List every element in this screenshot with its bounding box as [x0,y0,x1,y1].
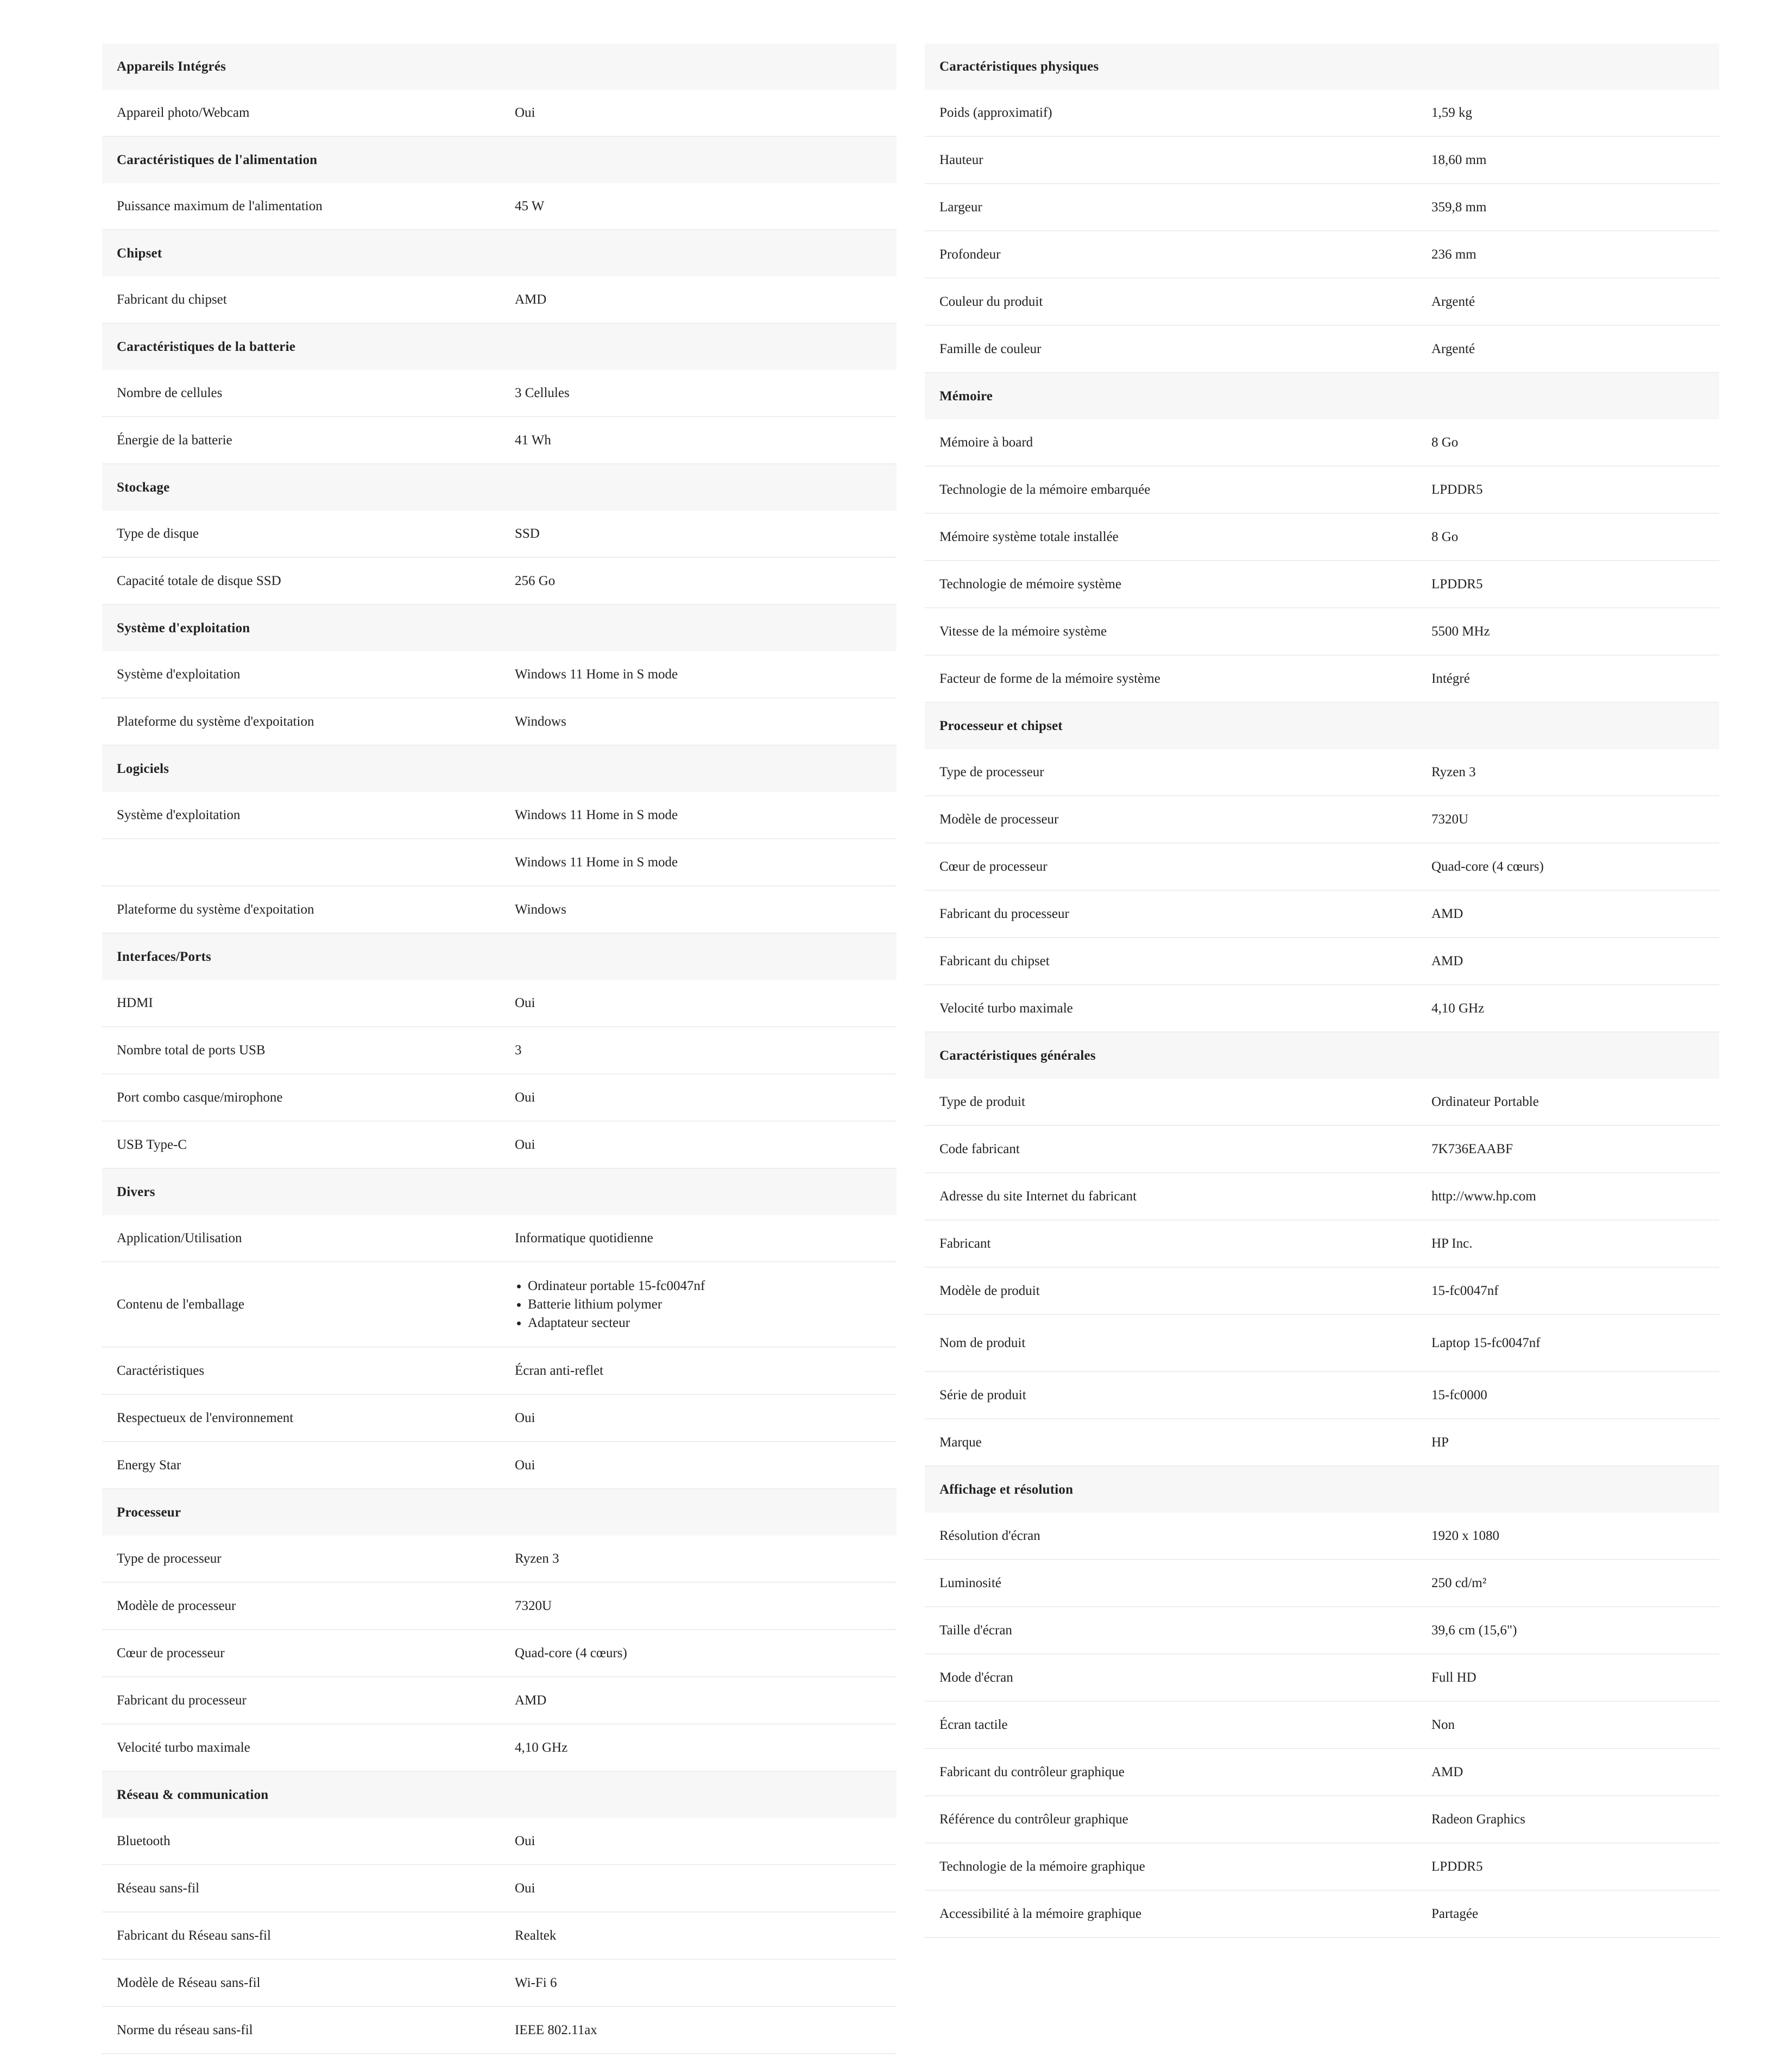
spec-row [925,938,1719,985]
spec-row [925,891,1719,938]
spec-row [925,279,1719,326]
spec-row [925,1079,1719,1126]
spec-row [102,1865,897,1912]
spec-label: Bluetooth [117,1833,171,1848]
spec-label: Velocité turbo maximale [939,1001,1073,1016]
spec-value [515,1277,897,1332]
section-header: Mémoire [925,373,1719,419]
spec-label: Nombre de cellules [117,385,223,400]
spec-section-caracteristiques-de-la-batterie [102,324,897,464]
spec-label: Port combo casque/mirophone [117,1090,283,1105]
spec-value: 256 Go [515,573,556,588]
spec-row [925,985,1719,1033]
spec-row [925,749,1719,796]
spec-row [925,796,1719,844]
spec-section-caracteristiques-generales [925,1033,1719,1467]
spec-label: Application/Utilisation [117,1230,242,1245]
spec-label: Puissance maximum de l'alimentation [117,198,323,213]
spec-label: Plateforme du système d'expoitation [117,714,314,729]
spec-row [102,792,897,839]
spec-value: Radeon Graphics [1431,1811,1525,1827]
section-header: Processeur [102,1489,897,1536]
spec-row [102,1122,897,1169]
spec-row [102,1262,897,1348]
spec-row [925,1315,1719,1372]
spec-row [925,1419,1719,1467]
spec-value: Oui [515,1090,535,1105]
spec-value: AMD [1431,953,1463,968]
spec-row [925,137,1719,184]
spec-row [102,370,897,417]
spec-row [102,1630,897,1677]
spec-label: Adresse du site Internet du fabricant [939,1188,1137,1204]
spec-label: Norme du réseau sans-fil [117,2022,253,2037]
spec-row [102,511,897,558]
spec-row [102,699,897,746]
spec-label: Énergie de la batterie [117,432,232,448]
spec-value: 41 Wh [515,432,551,448]
spec-row [925,1891,1719,1938]
spec-label: Modèle de Réseau sans-fil [117,1975,261,1990]
spec-section-systeme-d-exploitation [102,605,897,746]
spec-label: Résolution d'écran [939,1528,1040,1543]
spec-label: Modèle de processeur [117,1598,236,1613]
spec-value: HP Inc. [1431,1236,1473,1251]
spec-row [925,1702,1719,1749]
list-item: Batterie lithium polymer [528,1295,886,1314]
section-header: Caractéristiques générales [925,1033,1719,1079]
spec-value: Ordinateur Portable [1431,1094,1539,1109]
section-header: Caractéristiques physiques [925,43,1719,90]
spec-row [102,1395,897,1442]
spec-label: Luminosité [939,1575,1001,1590]
spec-label: Fabricant du contrôleur graphique [939,1764,1125,1779]
spec-section-chipset [102,230,897,324]
spec-value: 15-fc0000 [1431,1387,1487,1402]
spec-label: Profondeur [939,247,1001,262]
spec-row [925,1372,1719,1419]
spec-row [102,651,897,699]
spec-label: Hauteur [939,152,983,167]
spec-section-processeur [102,1489,897,1772]
section-header: Chipset [102,230,897,276]
spec-value: 8 Go [1431,435,1459,450]
spec-label: Fabricant du chipset [117,292,227,307]
spec-label: Système d'exploitation [117,666,241,682]
spec-label: USB Type-C [117,1137,187,1152]
spec-label: Accessibilité à la mémoire graphique [939,1906,1142,1921]
spec-value: LPDDR5 [1431,1859,1483,1874]
spec-label: Technologie de la mémoire embarquée [939,482,1151,497]
spec-row [925,184,1719,231]
spec-value: Full HD [1431,1670,1476,1685]
section-header: Logiciels [102,746,897,792]
spec-value: Non [1431,1717,1455,1732]
spec-label: Type de processeur [939,764,1044,779]
spec-value: AMD [515,1693,547,1708]
spec-value: Écran anti-reflet [515,1363,604,1378]
spec-value: 15-fc0047nf [1431,1283,1499,1298]
spec-row [102,1215,897,1262]
spec-row [102,980,897,1027]
spec-value: 45 W [515,198,545,213]
spec-value: http://www.hp.com [1431,1188,1536,1204]
spec-label: Technologie de la mémoire graphique [939,1859,1145,1874]
section-header: Stockage [102,464,897,511]
spec-section-memoire [925,373,1719,703]
spec-value: Laptop 15-fc0047nf [1431,1335,1541,1350]
spec-value: Argenté [1431,341,1475,356]
spec-column-right [925,43,1719,1938]
spec-row [925,1796,1719,1844]
section-header: Divers [102,1169,897,1215]
spec-section-logiciels [102,746,897,934]
spec-label: Référence du contrôleur graphique [939,1811,1128,1827]
section-header: Caractéristiques de l'alimentation [102,137,897,183]
spec-row [102,1536,897,1583]
spec-label: HDMI [117,995,153,1010]
spec-label: Code fabricant [939,1141,1020,1156]
spec-label: Vitesse de la mémoire système [939,624,1107,639]
spec-label: Nom de produit [939,1335,1026,1350]
spec-label: Réseau sans-fil [117,1880,200,1896]
spec-label: Capacité totale de disque SSD [117,573,281,588]
spec-row [102,1677,897,1725]
spec-row [925,561,1719,608]
spec-label: Velocité turbo maximale [117,1740,250,1755]
spec-row [925,608,1719,656]
spec-value: Argenté [1431,294,1475,309]
spec-section-processeur-et-chipset [925,703,1719,1033]
spec-label: Série de produit [939,1387,1026,1402]
spec-row [102,886,897,934]
spec-value: LPDDR5 [1431,576,1483,592]
spec-label: Caractéristiques [117,1363,205,1378]
spec-value: Intégré [1431,671,1470,686]
spec-row [925,231,1719,279]
spec-label: Mémoire à board [939,435,1033,450]
spec-value: 3 [515,1042,522,1058]
spec-label: Cœur de processeur [939,859,1048,874]
spec-value: 359,8 mm [1431,199,1487,215]
spec-column-left [102,43,897,2054]
spec-row [102,1442,897,1489]
spec-value: Windows 11 Home in S mode [515,807,678,822]
spec-label: Fabricant du processeur [117,1693,247,1708]
spec-label: Marque [939,1434,982,1450]
spec-value: AMD [1431,1764,1463,1779]
spec-row [102,1074,897,1122]
spec-section-stockage [102,464,897,605]
spec-value: 3 Cellules [515,385,570,400]
spec-row [925,90,1719,137]
spec-value: Wi-Fi 6 [515,1975,557,1990]
spec-label: Fabricant du chipset [939,953,1050,968]
spec-value: Oui [515,1880,535,1896]
spec-value: Oui [515,995,535,1010]
spec-label: Modèle de produit [939,1283,1040,1298]
spec-label: Famille de couleur [939,341,1042,356]
spec-value: 5500 MHz [1431,624,1490,639]
spec-row [925,1607,1719,1654]
spec-value: Oui [515,1833,535,1848]
spec-value: AMD [1431,906,1463,921]
spec-label: Facteur de forme de la mémoire système [939,671,1160,686]
section-header: Réseau & communication [102,1772,897,1818]
spec-value: Oui [515,1410,535,1425]
spec-row [925,1126,1719,1173]
spec-row [102,558,897,605]
spec-row [925,1220,1719,1268]
spec-row [925,467,1719,514]
spec-row [102,276,897,324]
spec-row [925,1749,1719,1796]
spec-value: 4,10 GHz [515,1740,568,1755]
spec-value: 7320U [1431,811,1469,827]
spec-label: Contenu de l'emballage [117,1297,244,1312]
spec-value: 8 Go [1431,529,1459,544]
list-item: Ordinateur portable 15-fc0047nf [528,1277,886,1295]
spec-value: Windows [515,714,566,729]
spec-value: 1,59 kg [1431,105,1472,120]
spec-row [925,1844,1719,1891]
spec-row [102,183,897,230]
spec-value: HP [1431,1434,1449,1450]
spec-row [102,417,897,464]
spec-value: 250 cd/m² [1431,1575,1487,1590]
spec-value: Realtek [515,1928,557,1943]
spec-value: Oui [515,1137,535,1152]
spec-label: Type de processeur [117,1551,222,1566]
spec-section-caracteristiques-de-l-alimentation [102,137,897,230]
spec-value: 7320U [515,1598,552,1613]
spec-label: Type de disque [117,526,199,541]
spec-label: Modèle de processeur [939,811,1059,827]
spec-row [102,1960,897,2007]
section-header: Affichage et résolution [925,1467,1719,1513]
spec-value: AMD [515,292,547,307]
spec-value: Partagée [1431,1906,1479,1921]
spec-label: Écran tactile [939,1717,1008,1732]
list-item: Adaptateur secteur [528,1314,886,1332]
spec-row [102,1348,897,1395]
spec-value: 1920 x 1080 [1431,1528,1499,1543]
spec-value: Windows [515,902,566,917]
spec-row [102,2007,897,2054]
spec-value: Oui [515,1457,535,1473]
spec-label: Fabricant du Réseau sans-fil [117,1928,271,1943]
spec-label: Largeur [939,199,982,215]
spec-row [925,514,1719,561]
spec-section-reseau-communication [102,1772,897,2054]
section-header: Caractéristiques de la batterie [102,324,897,370]
spec-value: SSD [515,526,540,541]
spec-label: Appareil photo/Webcam [117,105,250,120]
spec-row [925,326,1719,373]
spec-label: Technologie de mémoire système [939,576,1121,592]
spec-value: 18,60 mm [1431,152,1487,167]
spec-row [925,656,1719,703]
spec-label: Fabricant [939,1236,991,1251]
spec-label: Mode d'écran [939,1670,1013,1685]
spec-row [102,1818,897,1865]
spec-label: Energy Star [117,1457,181,1473]
spec-value: Oui [515,105,535,120]
spec-value: 4,10 GHz [1431,1001,1485,1016]
spec-row [925,419,1719,467]
spec-value: Windows 11 Home in S mode [515,854,678,870]
spec-label: Fabricant du processeur [939,906,1069,921]
spec-row [102,1912,897,1960]
spec-label: Couleur du produit [939,294,1043,309]
spec-row [925,1654,1719,1702]
spec-row [102,1725,897,1772]
spec-row [925,1513,1719,1560]
spec-label: Poids (approximatif) [939,105,1052,120]
spec-label: Respectueux de l'environnement [117,1410,294,1425]
spec-row [102,839,897,886]
spec-row [925,1560,1719,1607]
spec-label: Type de produit [939,1094,1025,1109]
spec-label: Cœur de processeur [117,1645,225,1660]
spec-value: Quad-core (4 cœurs) [1431,859,1544,874]
spec-value: Windows 11 Home in S mode [515,666,678,682]
spec-section-interfaces-ports [102,934,897,1169]
spec-section-caracteristiques-physiques [925,43,1719,373]
package-contents-list [515,1277,886,1332]
spec-label: Plateforme du système d'expoitation [117,902,314,917]
spec-value: Quad-core (4 cœurs) [515,1645,627,1660]
section-header: Système d'exploitation [102,605,897,651]
spec-value: Ryzen 3 [515,1551,559,1566]
spec-value: 39,6 cm (15,6") [1431,1622,1517,1638]
spec-value: IEEE 802.11ax [515,2022,597,2037]
spec-row [102,90,897,137]
section-header: Processeur et chipset [925,703,1719,749]
spec-section-appareils-integres [102,43,897,137]
spec-label: Nombre total de ports USB [117,1042,266,1058]
spec-value: 236 mm [1431,247,1476,262]
spec-section-divers [102,1169,897,1489]
spec-row [102,1583,897,1630]
spec-row [102,1027,897,1074]
spec-value: LPDDR5 [1431,482,1483,497]
spec-row [925,1173,1719,1220]
section-header: Appareils Intégrés [102,43,897,90]
spec-label: Mémoire système totale installée [939,529,1119,544]
spec-value: 7K736EAABF [1431,1141,1513,1156]
section-header: Interfaces/Ports [102,934,897,980]
spec-value: Ryzen 3 [1431,764,1476,779]
spec-label: Taille d'écran [939,1622,1012,1638]
spec-label: Système d'exploitation [117,807,241,822]
spec-row [925,844,1719,891]
spec-section-affichage-et-resolution [925,1467,1719,1938]
spec-value: Informatique quotidienne [515,1230,653,1245]
spec-row [925,1268,1719,1315]
